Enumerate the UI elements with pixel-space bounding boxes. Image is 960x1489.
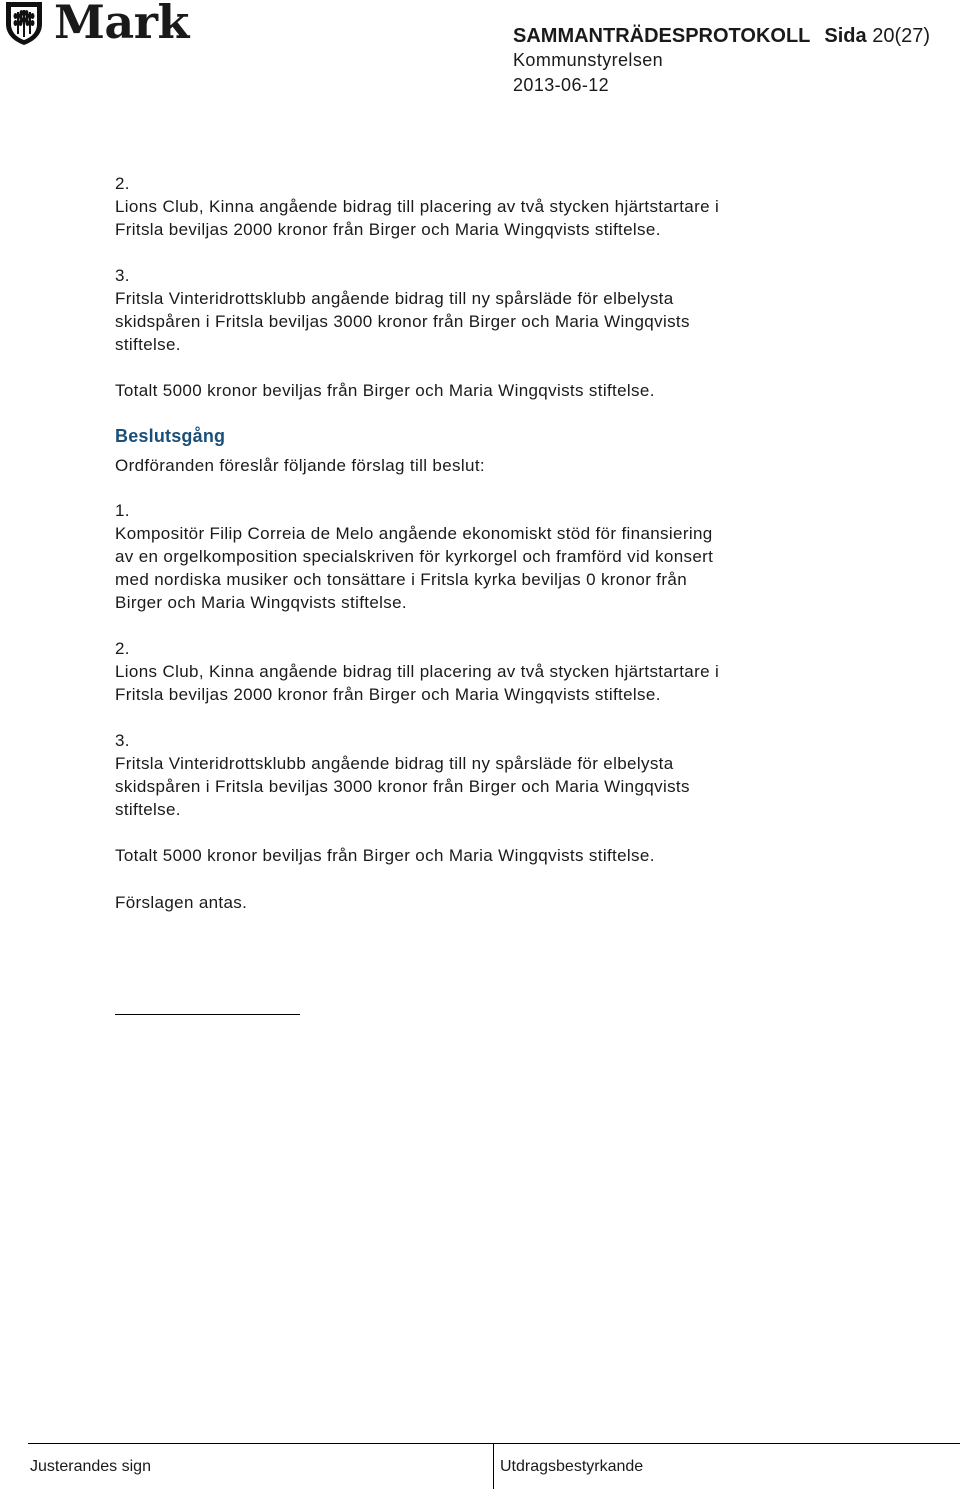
footer-divider	[493, 1443, 494, 1489]
total-statement: Totalt 5000 kronor beviljas från Birger och Maria Wingqvists stiftelse.	[115, 846, 655, 865]
decision-conclusion: Förslagen antas.	[115, 893, 248, 912]
item-number: 1.	[115, 501, 130, 520]
protocol-title: SAMMANTRÄDESPROTOKOLL	[513, 25, 811, 47]
paragraph-line: Fritsla beviljas 2000 kronor från Birger och Maria Wingqvists stiftelse.	[115, 685, 661, 704]
paragraph-line: Kompositör Filip Correia de Melo angående ekonomiskt stöd för finansiering	[115, 524, 713, 543]
paragraph-line: av en orgelkomposition specialskriven för kyrkorgel och framförd vid konsert	[115, 547, 714, 566]
paragraph-line: Fritsla beviljas 2000 kronor från Birger och Maria Wingqvists stiftelse.	[115, 220, 661, 239]
page-number: 20(27)	[872, 25, 931, 47]
paragraph-line: med nordiska musiker och tonsättare i Fritsla kyrka beviljas 0 kronor från	[115, 570, 687, 589]
paragraph-line: Fritsla Vinteridrottsklubb angående bidrag till ny spårsläde för elbelysta	[115, 289, 674, 308]
protocol-title-row	[513, 24, 958, 48]
paragraph-line: Fritsla Vinteridrottsklubb angående bidrag till ny spårsläde för elbelysta	[115, 754, 674, 773]
page-label: Sida	[824, 25, 867, 47]
item-number: 3.	[115, 266, 130, 285]
document-body	[115, 172, 935, 914]
footer-rule	[28, 1443, 960, 1444]
signature-footer	[28, 1443, 960, 1489]
meeting-date: 2013-06-12	[513, 75, 610, 95]
logo-wordmark: Mark	[54, 0, 189, 49]
committee-name: Kommunstyrelsen	[513, 50, 664, 70]
paragraph-line: skidspåren i Fritsla beviljas 3000 kronor från Birger och Maria Wingqvists	[115, 777, 690, 796]
total-statement: Totalt 5000 kronor beviljas från Birger och Maria Wingqvists stiftelse.	[115, 381, 655, 400]
document-header	[513, 24, 958, 98]
paragraph-line: Birger och Maria Wingqvists stiftelse.	[115, 593, 407, 612]
item-number: 3.	[115, 731, 130, 750]
section-heading: Beslutsgång	[115, 426, 226, 446]
municipality-logo	[4, 0, 189, 49]
chair-proposal-intro: Ordföranden föreslår följande förslag till beslut:	[115, 456, 485, 475]
paragraph-line: Lions Club, Kinna angående bidrag till placering av två stycken hjärtstartare i	[115, 197, 720, 216]
section-separator	[115, 1014, 300, 1015]
coat-of-arms-icon	[4, 0, 44, 46]
extract-certification-label: Utdragsbestyrkande	[500, 1458, 644, 1475]
paragraph-line: stiftelse.	[115, 800, 181, 819]
paragraph-line: skidspåren i Fritsla beviljas 3000 kronor från Birger och Maria Wingqvists	[115, 312, 690, 331]
item-number: 2.	[115, 174, 130, 193]
item-number: 2.	[115, 639, 130, 658]
paragraph-line: stiftelse.	[115, 335, 181, 354]
adjuster-signature-label: Justerandes sign	[30, 1458, 151, 1475]
paragraph-line: Lions Club, Kinna angående bidrag till placering av två stycken hjärtstartare i	[115, 662, 720, 681]
